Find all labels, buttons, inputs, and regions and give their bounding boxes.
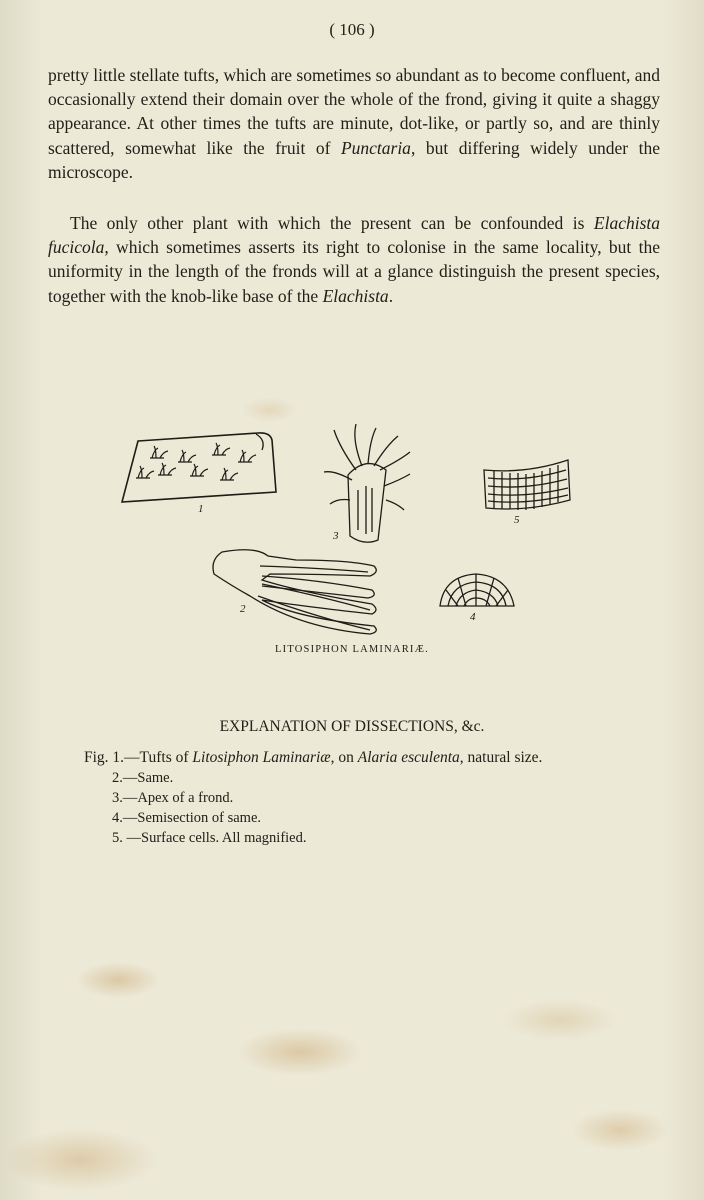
paragraph-2-text-a: The only other plant with which the present can be confounded is [70,213,594,233]
paragraph-1 [48,63,660,184]
list-item: 5. —Surface cells. All magnified. [112,830,307,846]
list-item: 3.—Apex of a frond. [112,790,234,806]
dissection-illustration [0,420,704,640]
elachista-italic: Elachista [322,285,389,306]
figure-5-surface-cells [484,460,570,510]
host-name: Alaria esculenta [357,749,460,766]
figure-label-5: 5 [514,514,520,526]
paragraph-2 [48,211,660,308]
elachista-fucicola-italic: Elachista fucicola [48,213,660,258]
figure-1-frond-with-tufts [122,433,276,502]
figure-2-fronds [213,550,376,634]
figure-label-1: 1 [198,503,204,515]
list-item: 4.—Semisection of same. [112,810,262,826]
figure-label-4: 4 [470,611,476,623]
figure-label-2: 2 [240,603,246,615]
list-item [84,748,684,768]
figure-3-frond-apex [324,424,410,542]
page-number: ( 106 ) [329,20,375,39]
punctaria-italic: Punctaria [340,137,411,158]
paragraph-2-text-e: . [388,285,394,306]
dissection-list [84,748,684,848]
species-name: Litosiphon Laminariæ [192,749,331,766]
figure-caption: LITOSIPHON LAMINARIÆ. [275,644,429,655]
paragraph-1-text-c: , but differing widely under the microscope. [48,137,661,182]
figure-4-semisection [440,574,514,606]
figure-label-3: 3 [333,530,339,542]
fig-1-prefix: Fig. 1.—Tufts of [84,749,193,766]
list-item: 2.—Same. [112,770,174,786]
explanation-heading: EXPLANATION OF DISSECTIONS, &c. [219,718,485,735]
fig-1-mid: , on [330,749,358,766]
paragraph-2-text-c: , which sometimes asserts its right to colonise in the same locality, but the uniformity in the length of the fronds will at a glance distinguish the present species, together with the knob-like base of the [48,237,660,306]
paragraph-1-text-a: pretty little stellate tufts, which are sometimes so abundant as to become confluent, and occasionally extend their domain over the whole of the frond, giving it quite a shaggy appearance. At other times the tufts are minute, dot-like, or partly so, and are thinly scattered, somewhat like the fruit of [48,65,660,158]
fig-1-suffix: , natural size. [459,749,543,766]
